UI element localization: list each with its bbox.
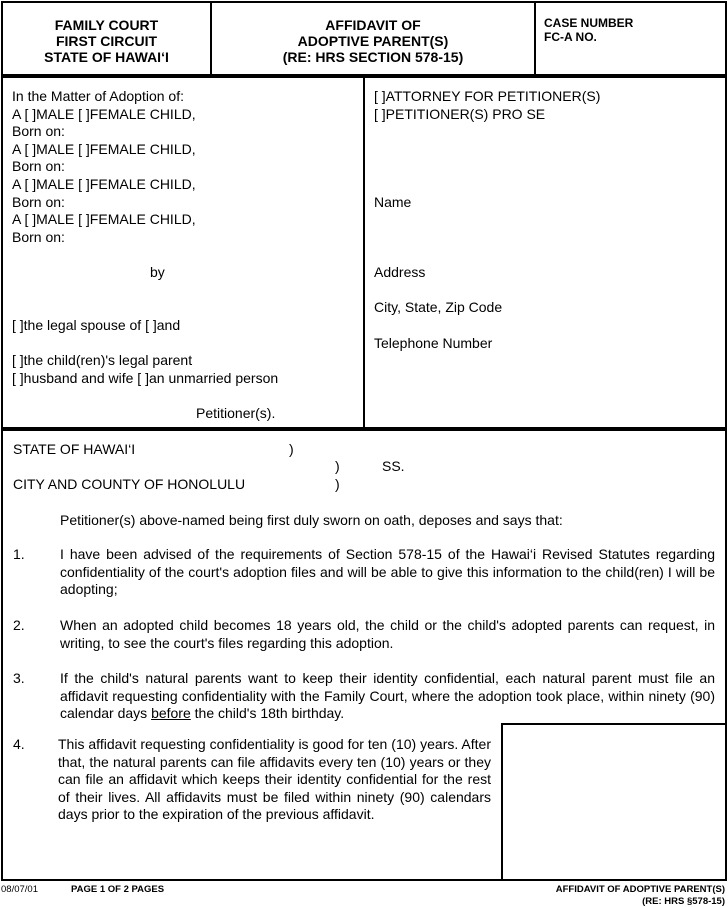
body-corner-top [501,723,727,725]
by-label: by [150,264,165,280]
item-1-number: 1. [13,546,25,562]
item-2-text: When an adopted child becomes 18 years old, the child or the child's adopted parents can request, in writing, to see the court's files regarding this adoption. [60,617,715,651]
child-1-born: Born on: [12,123,65,140]
case-number-block [544,16,633,44]
name-field-label: Name [374,194,412,210]
child-4-gender[interactable]: A [ ]MALE [ ]FEMALE CHILD, [12,211,196,228]
item-2-number: 2. [13,617,25,633]
item-1-text: I have been advised of the requirements of Section 578-15 of the Hawai‘i Revised Statutes regarding confidentiality of the court's adoption files and will be able to give this information to the child(ren) I will be adopting; [60,546,715,598]
footer-form-title: AFFIDAVIT OF ADOPTIVE PARENT(S) [555,884,725,895]
item-4-text: This affidavit requesting confidentiality is good for ten (10) years. After that, the natural parents can file affidavits every ten (10) years or they can file an affidavit which keeps their identity confidential for the rest of their lives. All affidavits must be filed within ninety (90) calendars days prior to the expiration of the previous affidavit. [58,736,491,823]
document-title: AFFIDAVIT OF ADOPTIVE PARENT(S) (RE: HRS SECTION 578-15) [282,17,464,65]
husband-wife-option[interactable]: [ ]husband and wife [ ]an unmarried person [12,370,279,386]
venue-paren-1: ) [289,441,294,457]
item-3-text: If the child's natural parents want to keep their identity confidential, each natural parent must file an affidavit requesting confidentiality with the Family Court, where the adoption took place, within ninety (90) calendar days before the child's 18th birthday. [60,670,715,722]
caption-divider [363,76,365,429]
child-3-born: Born on: [12,193,65,210]
child-4-born: Born on: [12,228,65,245]
pro-se-option[interactable]: [ ]PETITIONER(S) PRO SE [374,105,546,122]
child-1-gender[interactable]: A [ ]MALE [ ]FEMALE CHILD, [12,105,196,122]
telephone-label: Telephone Number [374,335,493,351]
header-divider-2 [534,1,536,76]
venue-city: CITY AND COUNTY OF HONOLULU [13,476,246,492]
case-number-label: CASE NUMBER [544,16,634,30]
city-state-zip-label: City, State, Zip Code [374,299,503,315]
item-4-number: 4. [13,736,25,752]
body-corner-divider [501,723,503,881]
venue-paren-3: ) [335,476,340,492]
venue-ss: SS. [382,458,405,474]
footer-page: PAGE 1 OF 2 PAGES [71,884,165,895]
caption-right [374,88,600,123]
venue-paren-2: ) [335,458,340,474]
legal-spouse-option[interactable]: [ ]the legal spouse of [ ]and [12,317,181,333]
footer-form-ref: (RE: HRS §578-15) [642,896,725,907]
item-3-number: 3. [13,670,25,686]
matter-of: In the Matter of Adoption of: [12,88,184,104]
venue-state: STATE OF HAWAI‘I [13,441,136,457]
petitioners-label: Petitioner(s). [196,405,276,421]
fc-a-number-label: FC-A NO. [544,30,597,44]
before-emphasis: before [151,705,191,722]
address-field-label: Address [374,264,426,280]
footer-date: 08/07/01 [1,884,38,895]
court-name: FAMILY COURT FIRST CIRCUIT STATE OF HAWAI‘I [44,17,169,65]
child-2-gender[interactable]: A [ ]MALE [ ]FEMALE CHILD, [12,140,196,157]
child-2-born: Born on: [12,158,65,175]
attorney-option[interactable]: [ ]ATTORNEY FOR PETITIONER(S) [374,88,601,104]
legal-parent-option[interactable]: [ ]the child(ren)'s legal parent [12,352,193,368]
oath-statement: Petitioner(s) above-named being first duly sworn on oath, deposes and says that: [60,512,563,528]
caption-left [12,88,196,246]
child-3-gender[interactable]: A [ ]MALE [ ]FEMALE CHILD, [12,175,196,192]
